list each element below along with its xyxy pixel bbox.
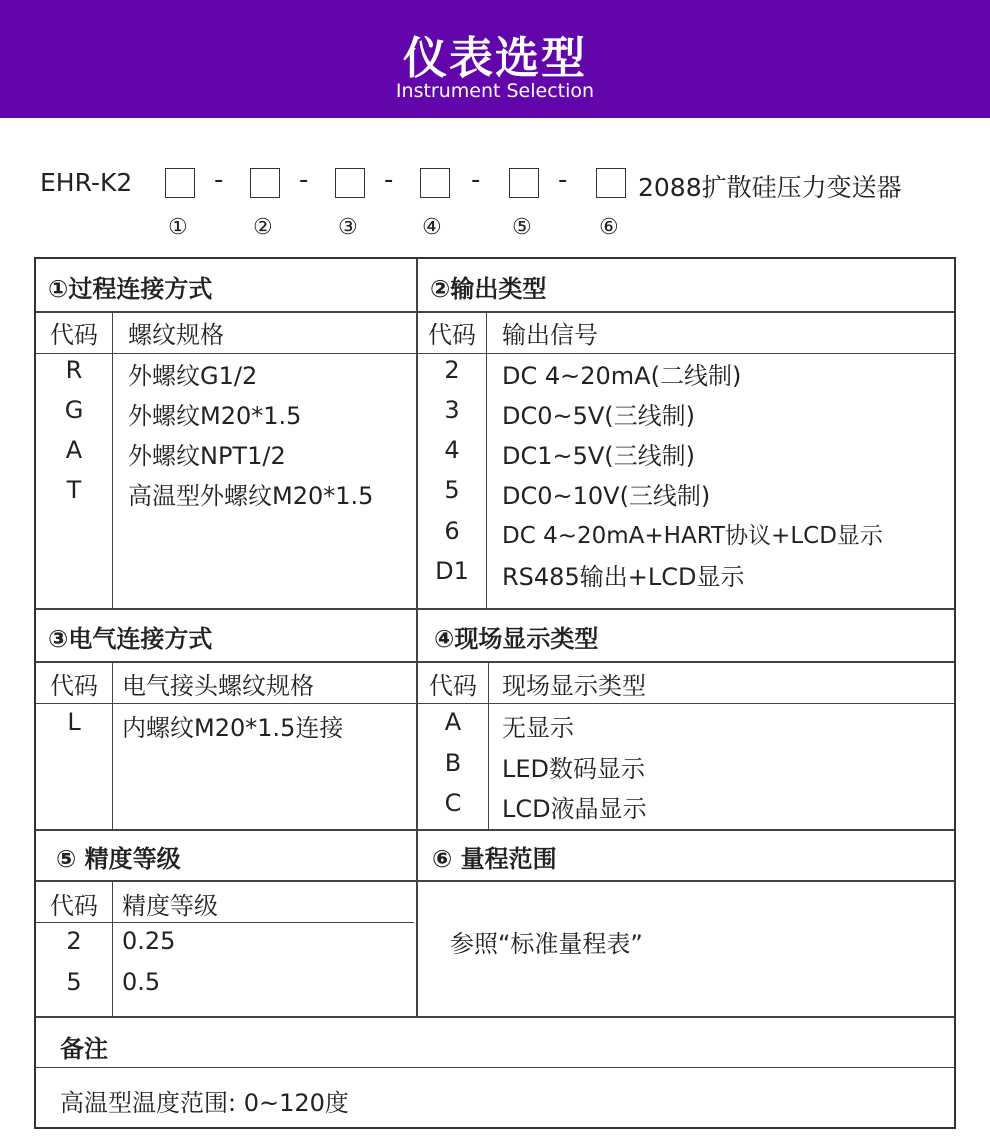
section5-title: ⑤ 精度等级 [56,845,181,873]
header-banner [0,0,990,118]
s1-code: G [64,396,84,424]
section2-title: ②输出类型 [430,275,547,303]
s3-desc-header: 电气接头螺纹规格 [122,672,314,700]
s4-code: C [444,789,462,817]
s4-desc-header: 现场显示类型 [502,672,646,700]
s2-desc: DC1~5V(三线制) [502,442,696,470]
s1-code: T [66,476,82,504]
section3-title: ③电气连接方式 [48,625,213,653]
s4-code: B [444,749,462,777]
s1-desc: 外螺纹NPT1/2 [128,442,286,470]
dash-5: - [558,165,568,195]
s4-code-header: 代码 [429,672,477,700]
circle-num-1: ① [168,215,188,240]
s2-code: 2 [444,356,460,384]
dash-4: - [471,165,481,195]
s2-code-header: 代码 [428,321,476,349]
s2-code: 6 [444,517,460,545]
page-title: 仪表选型 [403,33,587,84]
code-box-2 [250,168,280,198]
page-subtitle: Instrument Selection [395,80,595,102]
s2-code: D1 [435,557,469,585]
s2-desc: DC0~5V(三线制) [502,402,696,430]
s3-code-header: 代码 [50,672,98,700]
code-box-3 [335,168,365,198]
s5-desc: 0.5 [122,968,161,996]
s2-desc: RS485输出+LCD显示 [502,563,745,591]
s1-desc-header: 螺纹规格 [128,321,224,349]
remark-text: 高温型温度范围: 0~120度 [60,1089,349,1117]
dash-3: - [384,165,394,195]
s2-desc: DC0~10V(三线制) [502,482,711,510]
s5-code-header: 代码 [50,892,98,920]
code-box-1 [165,168,195,198]
s1-desc: 外螺纹M20*1.5 [128,402,302,430]
s5-desc: 0.25 [122,927,176,955]
circle-num-6: ⑥ [599,215,619,240]
s4-desc: LCD液晶显示 [502,795,647,823]
s2-desc-header: 输出信号 [502,321,598,349]
s2-code: 5 [444,476,460,504]
s1-code: R [65,356,83,384]
selection-table [34,257,956,1129]
s2-code: 3 [444,396,460,424]
s5-code: 2 [66,927,82,955]
code-box-5 [509,168,539,198]
s4-desc: 无显示 [502,714,574,742]
s5-code: 5 [66,968,82,996]
range-note: 参照“标准量程表” [450,930,643,958]
code-box-4 [420,168,450,198]
s3-desc: 内螺纹M20*1.5连接 [122,714,344,742]
s1-code: A [65,436,83,464]
dash-2: - [299,165,309,195]
remark-title: 备注 [60,1035,108,1063]
model-prefix: EHR-K2 [40,168,133,197]
s5-desc-header: 精度等级 [122,892,218,920]
s3-code: L [67,708,81,736]
section6-title: ⑥ 量程范围 [432,845,557,873]
circle-num-2: ② [253,215,273,240]
s1-desc: 高温型外螺纹M20*1.5 [128,482,374,510]
s2-desc: DC 4~20mA+HART协议+LCD显示 [502,523,883,549]
s2-code: 4 [444,436,460,464]
s1-code-header: 代码 [50,321,98,349]
s2-desc: DC 4~20mA(二线制) [502,362,742,390]
section1-title: ①过程连接方式 [48,275,213,303]
model-suffix: 2088扩散硅压力变送器 [638,173,902,202]
code-box-6 [596,168,626,198]
circle-num-5: ⑤ [512,215,532,240]
section4-title: ④现场显示类型 [434,625,599,653]
circle-num-4: ④ [422,215,442,240]
dash-1: - [214,165,224,195]
circle-num-3: ③ [338,215,358,240]
s4-desc: LED数码显示 [502,755,646,783]
s4-code: A [444,708,462,736]
s1-desc: 外螺纹G1/2 [128,362,258,390]
